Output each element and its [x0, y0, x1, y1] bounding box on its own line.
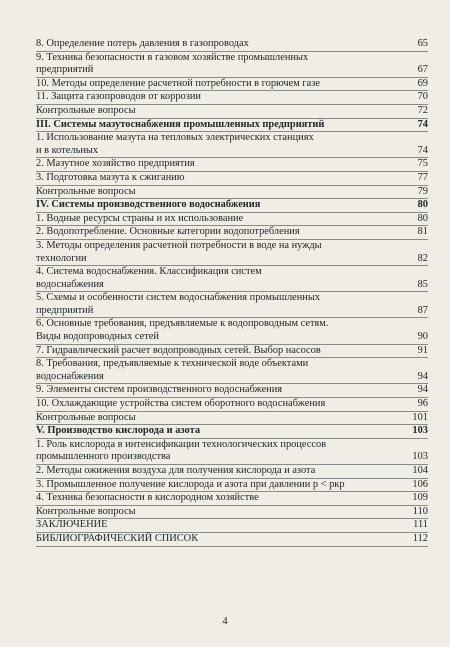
toc-entry-page-number: 70 [417, 91, 428, 103]
toc-entry-title-line: 4. Техника безопасности в кислородном хозяйстве [36, 492, 259, 504]
toc-entry [36, 412, 428, 426]
toc-entry [36, 213, 428, 227]
toc-entry-title-line: 3. Промышленное получение кислорода и азота при давлении p < pкр [36, 478, 345, 490]
toc-entry [36, 345, 428, 359]
toc-entry-title-line: БИБЛИОГРАФИЧЕСКИЙ СПИСОК [36, 532, 199, 544]
toc-entry [36, 266, 428, 292]
toc-entry-title [36, 91, 406, 104]
toc-entry-title-line: 8. Требования, предъявляемые к технической воде объектами [36, 358, 309, 370]
toc-entry-page-number: 79 [417, 185, 428, 197]
toc-entry-title-line: 1. Водные ресурсы страны и их использование [36, 212, 244, 224]
toc-entry-title-line: 11. Защита газопроводов от коррозии [36, 91, 201, 103]
toc-entry-title-line: 2. Мазутное хозяйство предприятия [36, 158, 195, 170]
toc-entry-page-number: 96 [417, 398, 428, 410]
toc-entry [36, 52, 428, 78]
toc-entry-title-line: Виды водопроводных сетей [36, 331, 159, 343]
toc-entry-title-line: 6. Основные требования, предъявляемые к водопроводным сетям. [36, 318, 329, 330]
toc-entry [36, 132, 428, 158]
toc-entry-title [36, 226, 406, 239]
toc-entry-title-line: и в котельных [36, 144, 99, 156]
toc-entry-page-number: 75 [417, 158, 428, 170]
toc-entry-page-number: 65 [417, 38, 428, 49]
toc-section-heading [36, 425, 428, 439]
toc-entry-title-line: Контрольные вопросы [36, 505, 136, 517]
toc-entry-page-number: 74 [417, 118, 428, 130]
toc-entry-page-number: 109 [412, 492, 428, 504]
table-of-contents [36, 38, 428, 547]
toc-entry-title [36, 318, 406, 343]
toc-entry-title-line: 7. Гидравлический расчет водопроводных сетей. Выбор насосов [36, 344, 321, 356]
toc-entry [36, 91, 428, 105]
toc-entry-page-number: 81 [417, 226, 428, 238]
toc-entry [36, 38, 428, 52]
toc-entry-page-number: 110 [412, 505, 428, 517]
toc-entry-title-line: Контрольные вопросы [36, 411, 136, 423]
toc-entry-page-number: 103 [412, 425, 428, 437]
toc-entry-page-number: 87 [417, 304, 428, 316]
toc-entry [36, 226, 428, 240]
toc-entry-title [36, 439, 406, 464]
toc-entry-page-number: 80 [417, 212, 428, 224]
toc-entry-page-number: 77 [417, 171, 428, 183]
toc-entry-title-line: Контрольные вопросы [36, 104, 136, 116]
page-number: 4 [222, 616, 228, 627]
toc-entry [36, 358, 428, 384]
toc-entry-title-line: 4. Система водоснабжения. Классификация систем [36, 266, 262, 278]
toc-entry-title [36, 199, 406, 212]
toc-entry [36, 384, 428, 398]
toc-entry [36, 318, 428, 344]
toc-entry-title-line: 9. Элементы систем производственного водоснабжения [36, 384, 283, 396]
toc-entry [36, 533, 428, 547]
toc-entry-title-line: 3. Подготовка мазута к сжиганию [36, 171, 185, 183]
toc-entry-page-number: 72 [417, 104, 428, 116]
toc-entry-title [36, 465, 406, 478]
toc-entry-page-number: 94 [417, 370, 428, 382]
toc-entry [36, 398, 428, 412]
toc-entry [36, 292, 428, 318]
toc-entry-page-number: 91 [417, 344, 428, 356]
toc-entry [36, 519, 428, 533]
toc-entry-page-number: 112 [412, 532, 428, 544]
toc-entry-title-line: промышленного производства [36, 451, 171, 463]
toc-entry-page-number: 67 [417, 64, 428, 76]
toc-entry-page-number: 101 [412, 411, 428, 423]
toc-entry [36, 186, 428, 200]
toc-entry-title [36, 119, 406, 132]
toc-entry-title-line: технологии [36, 252, 87, 264]
toc-section-heading [36, 199, 428, 213]
toc-entry-title-line: 2. Методы ожижения воздуха для получения кислорода и азота [36, 465, 316, 476]
toc-entry-title-line: 10. Методы определение расчетной потребности в горючем газе [36, 77, 320, 89]
toc-entry [36, 78, 428, 92]
toc-entry-title-line: ЗАКЛЮЧЕНИЕ [36, 519, 108, 531]
toc-entry-page-number: 69 [417, 77, 428, 89]
toc-entry-title [36, 172, 406, 185]
toc-entry-title [36, 492, 406, 505]
toc-entry-title [36, 412, 406, 425]
toc-entry-title-line: предприятий [36, 304, 94, 316]
toc-entry-title [36, 345, 406, 358]
toc-entry-title-line: 1. Роль кислорода в интенсификации технологических процессов [36, 438, 327, 450]
toc-entry-title [36, 158, 406, 171]
toc-entry-page-number: 80 [417, 199, 428, 211]
toc-entry-title-line: 2. Водопотребление. Основные категории водопотребления [36, 226, 300, 238]
toc-entry-title-line: III. Системы мазутоснабжения промышленных предприятий [36, 118, 325, 130]
toc-entry-title [36, 358, 406, 383]
toc-entry-page-number: 90 [417, 331, 428, 343]
toc-entry-title-line: 10. Охлаждающие устройства систем оборотного водоснабжения [36, 398, 326, 410]
toc-entry [36, 465, 428, 479]
toc-entry-title [36, 266, 406, 291]
toc-entry-title [36, 398, 406, 411]
toc-entry [36, 105, 428, 119]
toc-entry-title [36, 52, 406, 77]
toc-section-heading [36, 119, 428, 133]
toc-entry-title [36, 132, 406, 157]
toc-entry-title-line: V. Производство кислорода и азота [36, 425, 201, 437]
toc-entry-title [36, 479, 406, 492]
toc-entry [36, 479, 428, 493]
toc-entry [36, 172, 428, 186]
toc-entry [36, 158, 428, 172]
toc-entry-page-number: 103 [412, 451, 428, 463]
toc-entry-title-line: 9. Техника безопасности в газовом хозяйстве промышленных [36, 51, 309, 63]
toc-entry-page-number: 74 [417, 144, 428, 156]
toc-entry-title [36, 506, 406, 519]
toc-entry-title-line: 5. Схемы и особенности систем водоснабжения промышленных [36, 292, 321, 304]
toc-entry-title [36, 384, 406, 397]
toc-entry-title-line: водоснабжения [36, 278, 104, 290]
toc-entry-title [36, 213, 406, 226]
toc-entry-title [36, 533, 406, 546]
toc-entry-title-line: IV. Системы производственного водоснабжения [36, 199, 261, 211]
toc-entry-title [36, 105, 406, 118]
toc-entry-title-line: Контрольные вопросы [36, 185, 136, 197]
toc-entry-page-number: 85 [417, 278, 428, 290]
toc-entry-title [36, 78, 406, 91]
toc-entry-page-number: 111 [413, 519, 428, 531]
toc-entry-title [36, 186, 406, 199]
toc-entry-title-line: 1. Использование мазута на тепловых электрических станциях [36, 132, 314, 144]
toc-entry [36, 506, 428, 520]
toc-entry-title-line: предприятий [36, 64, 94, 76]
toc-entry [36, 492, 428, 506]
toc-entry-title [36, 292, 406, 317]
toc-entry-title-line: 8. Определение потерь давления в газопроводах [36, 38, 249, 49]
toc-entry [36, 439, 428, 465]
toc-entry-page-number: 106 [412, 478, 428, 490]
toc-entry-title [36, 38, 406, 51]
toc-entry-page-number: 82 [417, 252, 428, 264]
toc-entry-title [36, 519, 406, 532]
toc-entry-title-line: водоснабжения [36, 370, 104, 382]
toc-entry [36, 240, 428, 266]
toc-entry-page-number: 94 [417, 384, 428, 396]
toc-entry-title-line: 3. Методы определения расчетной потребности в воде на нужды [36, 239, 322, 251]
toc-entry-page-number: 104 [412, 465, 428, 476]
toc-entry-title [36, 240, 406, 265]
toc-entry-title [36, 425, 406, 438]
